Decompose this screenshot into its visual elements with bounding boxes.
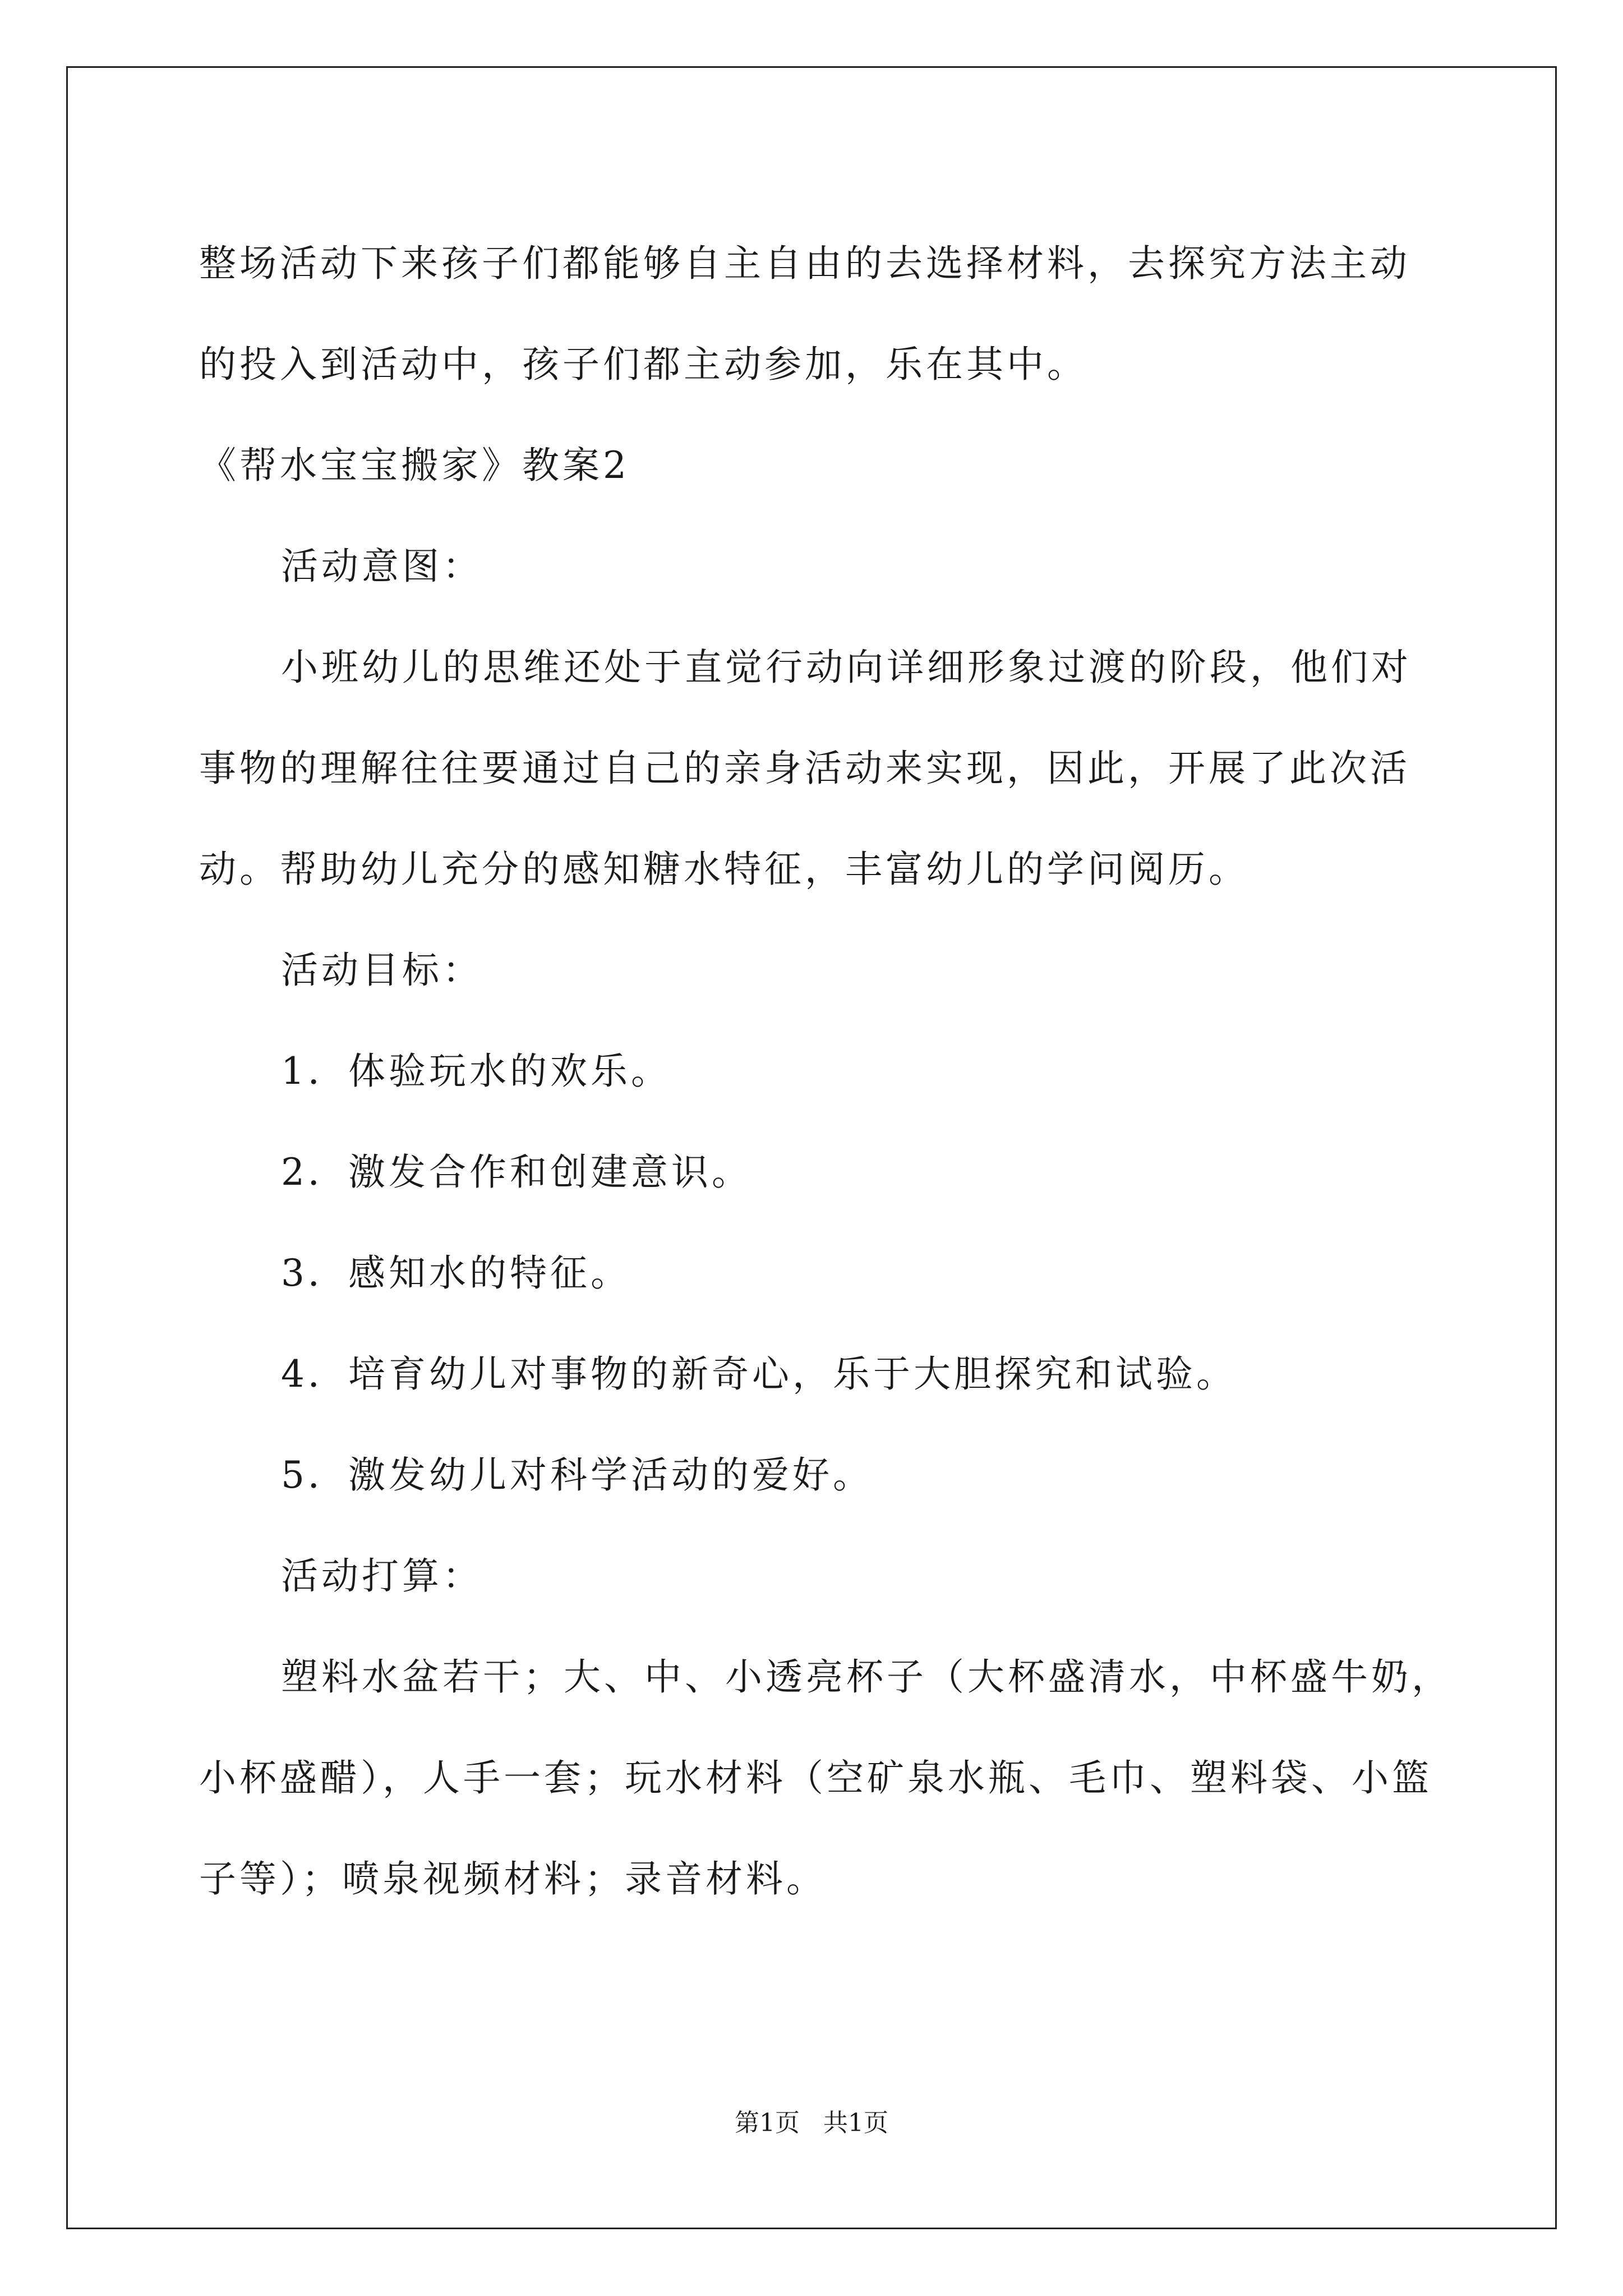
subheading-intent: 活动意图： <box>281 545 483 588</box>
paragraph-line: 小杯盛醋），人手一套；玩水材料（空矿泉水瓶、毛巾、塑料袋、小篮 <box>199 1756 1432 1800</box>
section-heading: 《帮水宝宝搬家》教案2 <box>199 444 630 487</box>
paragraph-line: 事物的理解往往要通过自己的亲身活动来实现，因此，开展了此次活 <box>199 747 1410 790</box>
paragraph-line: 整场活动下来孩子们都能够自主自由的去选择材料，去探究方法主动 <box>199 242 1410 285</box>
list-item: 3．感知水的特征。 <box>281 1251 631 1295</box>
page-number-footer: 第1页 共1页 <box>735 2109 888 2137</box>
subheading-goals: 活动目标： <box>281 949 483 992</box>
paragraph-line: 子等）；喷泉视频材料；录音材料。 <box>199 1857 827 1901</box>
list-item: 5．激发幼儿对科学活动的爱好。 <box>281 1453 873 1497</box>
list-item: 1．体验玩水的欢乐。 <box>281 1050 671 1093</box>
document-body <box>199 213 1452 1930</box>
list-item: 2．激发合作和创建意识。 <box>281 1151 752 1194</box>
paragraph-line: 的投入到活动中，孩子们都主动参加，乐在其中。 <box>199 343 1087 386</box>
list-item: 4．培育幼儿对事物的新奇心，乐于大胆探究和试验。 <box>281 1352 1237 1396</box>
paragraph-line: 动。帮助幼儿充分的感知糖水特征，丰富幼儿的学问阅历。 <box>199 848 1249 891</box>
subheading-preparation: 活动打算： <box>281 1554 483 1598</box>
paragraph-line: 塑料水盆若干；大、中、小透亮杯子（大杯盛清水，中杯盛牛奶， <box>281 1655 1452 1699</box>
paragraph-line: 小班幼儿的思维还处于直觉行动向详细形象过渡的阶段，他们对 <box>281 646 1412 689</box>
